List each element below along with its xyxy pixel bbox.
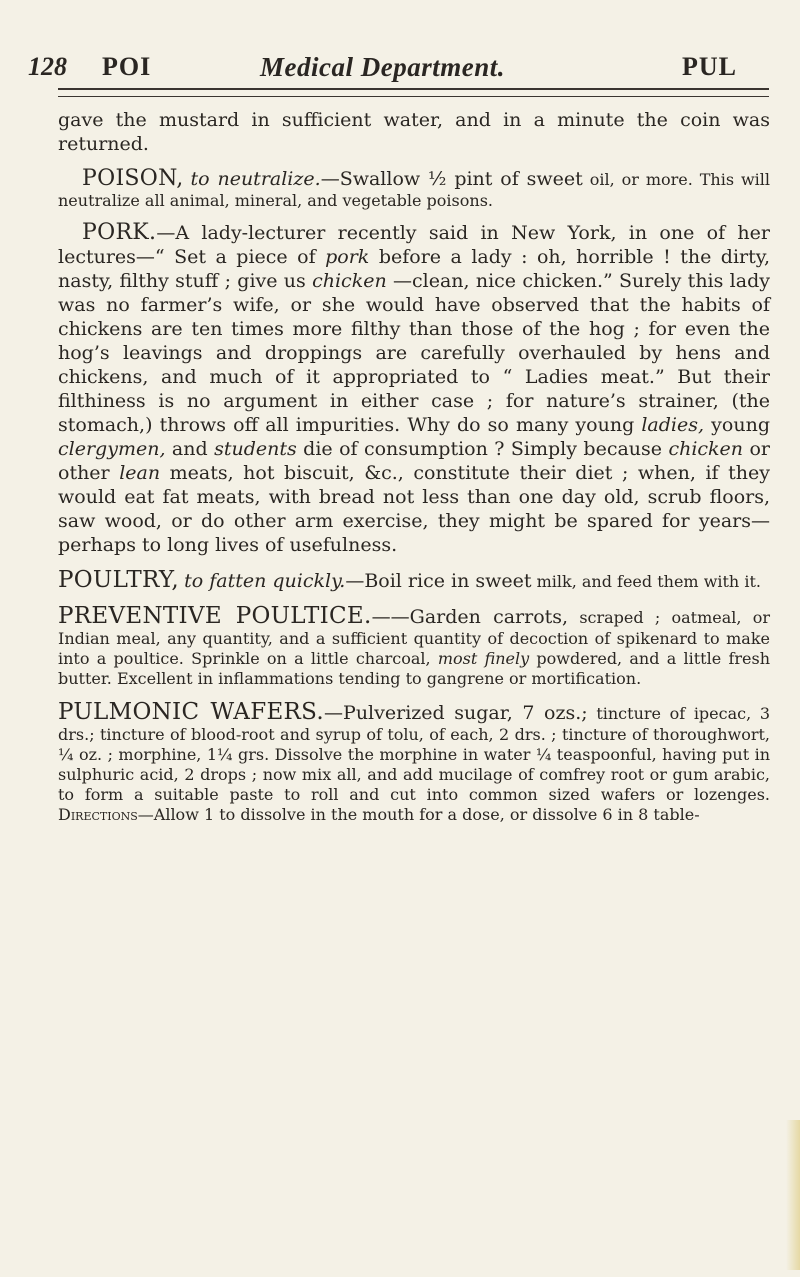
running-title: Medical Department. [260,52,505,82]
pulmonic-wafers-directions-label: Directions [58,805,138,824]
pulmonic-wafers-heading: PULMONIC WAFERS. [58,699,325,725]
pork-text-3: —clean, nice chicken.” Surely this lady was no farmer’s wife, or she would have observed that the habits of chickens are ten times more filthy than those of the hog ; for even the hog’s leavings and droppings are carefully overhauled by hens and chickens, and much of it appropriated to “ Ladies meat.” But their filthiness is no argument in either case ; for nature’s strainer, (the stomach,) throws off all impurities. Why do so many young [58,270,770,436]
pork-text-8: meats, hot biscuit, &c., constitute their diet ; when, if they would eat fat meats, with bread not less than one day old, scrub floors, saw wood, or do other arm exercise, they might be spared for years— perhaps to long lives of usefulness. [58,462,770,556]
entry-poison [58,166,770,211]
poison-lead: —Swallow ½ pint of sweet [320,168,583,190]
intro-paragraph [58,108,770,156]
pork-ital-2: chicken [312,270,387,292]
intro-text: gave the mustard in sufficient water, and in a minute the coin was returned. [58,109,770,155]
pork-text-4: young [704,414,770,436]
pork-ital-6: chicken [668,438,744,460]
preventive-poultice-heading: PREVENTIVE POULTICE. [58,603,372,629]
poultry-heading: POULTRY, [58,567,179,593]
preventive-poultice-ital-1: most finely [437,649,530,668]
entry-pulmonic-wafers [58,699,770,825]
pork-text-2: before a lady : oh, horrible ! the dirty, nasty, filthy stuff ; give us [58,246,771,292]
poison-subheading: to neutralize. [190,168,321,190]
poultry-body: milk, and feed them with it. [536,572,761,591]
entry-preventive-poultice [58,603,770,689]
pork-ital-3: ladies, [641,414,705,436]
poultry-lead: —Boil rice in sweet [345,570,532,592]
pork-ital-1: pork [325,246,370,268]
poison-body: oil, or more. This will neutralize all animal, mineral, and vegetable poisons. [58,170,771,210]
preventive-poultice-text-1: scraped ; oatmeal, or Indian meal, any quantity, and a sufficient quantity of decoction of spikenard to make into a poultice. Sprinkle on a little charcoal, [58,608,770,668]
pulmonic-wafers-text-1: tincture of ipecac, 3 drs.; tincture of blood-root and syrup of tolu, of each, 2 drs. ; tincture of thoroughwort, ¼ oz. ; morphine, 1¼ grs. Dissolve the morphine in water ¼ teaspoonful, having put in sulphuric acid, 2 drops ; now mix all, and add mucilage of comfrey root or gum arabic, to form a suitable paste to roll and cut into common sized wafers or lozenges. [58,704,770,804]
entry-pork [58,221,770,557]
running-header [28,52,768,86]
pork-ital-7: lean [119,462,161,484]
pork-ital-5: students [214,438,297,460]
pork-text-5: and [165,438,215,460]
preventive-poultice-text-2: powdered, and a little fresh butter. Excellent in inflammations tending to gangrene or mortification. [58,649,770,688]
pork-text-7: or other [58,438,770,484]
pork-heading: PORK. [82,220,157,245]
pulmonic-wafers-text-2: —Allow 1 to dissolve in the mouth for a dose, or dissolve 6 in 8 table- [137,805,700,824]
poison-heading: POISON, [82,166,184,191]
right-guide-word: PUL [682,52,737,81]
header-rule [58,88,769,97]
pulmonic-wafers-lead: —Pulverized sugar, 7 ozs.; [324,702,588,724]
poultry-subheading: to fatten quickly. [184,570,346,592]
pork-text-6: die of consumption ? Simply because [296,438,669,460]
page-edge-stain [786,1120,800,1270]
pork-ital-4: clergymen, [58,438,166,460]
pork-text-1: —A lady-lecturer recently said in New York, in one of her lectures—“ Set a piece of [58,222,770,268]
preventive-poultice-lead: ——Garden carrots, [371,606,569,628]
page-body [58,108,770,835]
page-number: 128 [28,52,67,81]
left-guide-word: POI [102,52,152,81]
entry-poultry [58,567,770,593]
